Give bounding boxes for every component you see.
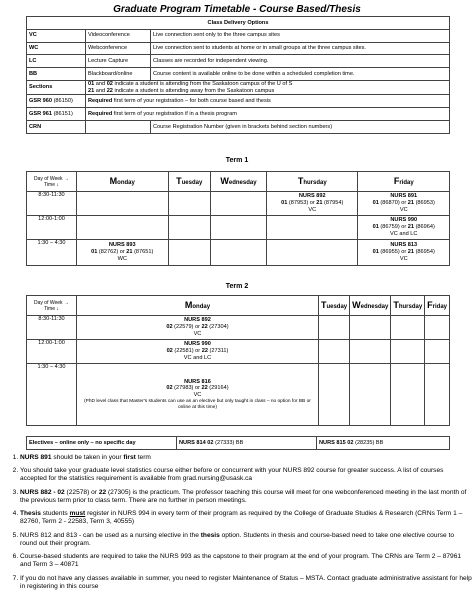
time-slot: 1:30 – 4:30 (27, 240, 77, 266)
course-cell (318, 364, 349, 426)
course-cell (425, 340, 450, 364)
course-cell: NURS 990 02 (22581) or 22 (27311) VC and LC (77, 340, 319, 364)
elective-course-2: NURS 815 02 (28235) BB (317, 437, 450, 450)
delivery-description: Required first term of your registration if in a thesis program (86, 108, 450, 121)
time-slot-row (27, 240, 450, 266)
course-cell: NURS 893 01 (82762) or 21 (87651) WC (77, 240, 169, 266)
course-cell (266, 216, 358, 240)
delivery-code: GSR 961 (86151) (27, 108, 86, 121)
corner-header: Day of Week → Time ↓ (27, 296, 77, 316)
course-cell (425, 364, 450, 426)
note-item: 2. You should take your graduate level statistics course either before or concurrent with your NURS 892 course for greater success. A list of courses accepted for the statistics requirement is available from grad.nursing@usask.ca (20, 467, 472, 483)
delivery-description: Required first term of your registration – for both course based and thesis (86, 95, 450, 108)
note-item: 7. If you do not have any classes available in summer, you need to register Maintenance of Status – MSTA. Contact graduate administrative assistant for help in registering in this course (20, 575, 472, 591)
delivery-row (27, 68, 450, 81)
note-item: 3. NURS 882 - 02 (22578) or 22 (27305) is the practicum. The professor teaching this course will meet for one webconferenced meeting in the last month of the previous term prior to class term. There are no further in person meetings. (20, 489, 472, 505)
day-header: Thursday (266, 172, 358, 192)
delivery-code: GSR 960 (86150) (27, 95, 86, 108)
delivery-option: Webconference (86, 42, 151, 55)
day-header: Monday (77, 296, 319, 316)
delivery-option: Blackboard/online (86, 68, 151, 81)
course-cell (350, 340, 391, 364)
delivery-description: Course content is available online to be done within a scheduled completion time. (151, 68, 450, 81)
course-cell (168, 192, 210, 216)
day-header: Tuesday (168, 172, 210, 192)
course-cell: NURS 892 02 (22579) or 22 (27304) VC (77, 316, 319, 340)
course-cell: NURS 813 01 (86955) or 21 (86954) VC (358, 240, 450, 266)
note-item: 1. NURS 891 should be taken in your first term (20, 454, 472, 462)
term2-label: Term 2 (225, 283, 249, 290)
delivery-row (27, 120, 450, 133)
delivery-code: BB (27, 68, 86, 81)
day-header: Wednesday (210, 172, 266, 192)
delivery-description: Live connection sent only to the three campus sites (151, 29, 450, 42)
course-cell: NURS 891 01 (86870) or 21 (86953) VC (358, 192, 450, 216)
course-cell (266, 240, 358, 266)
course-cell (168, 240, 210, 266)
day-header: Wednesday (350, 296, 391, 316)
time-slot-row (27, 316, 450, 340)
course-cell (350, 316, 391, 340)
day-header: Friday (425, 296, 450, 316)
course-cell (210, 240, 266, 266)
course-cell (425, 316, 450, 340)
delivery-row (27, 108, 450, 121)
course-cell (77, 192, 169, 216)
time-slot-row (27, 340, 450, 364)
course-cell (168, 216, 210, 240)
day-header: Tuesday (318, 296, 349, 316)
note-item: 6. Course-based students are required to take the NURS 993 as the capstone to their program at the end of your program. The CRNs are Term 2 – 87961 and Term 3 – 40871 (20, 553, 472, 569)
time-slot: 8:30-11:30 (27, 192, 77, 216)
delivery-option (86, 120, 151, 133)
course-cell (318, 340, 349, 364)
day-header: Friday (358, 172, 450, 192)
course-cell (318, 316, 349, 340)
page-title: Graduate Program Timetable - Course Based/Thesis (113, 4, 361, 15)
delivery-row (27, 29, 450, 42)
delivery-row (27, 55, 450, 68)
course-cell (210, 216, 266, 240)
corner-header: Day of Week → Time ↓ (27, 172, 77, 192)
delivery-code: LC (27, 55, 86, 68)
delivery-row (27, 95, 450, 108)
time-slot: 1:30 – 4:30 (27, 364, 77, 426)
delivery-option: Lecture Capture (86, 55, 151, 68)
delivery-description: Course Registration Number (given in brackets behind section numbers) (151, 120, 450, 133)
time-slot: 8:30-11:30 (27, 316, 77, 340)
term1-timetable (26, 171, 450, 266)
delivery-options-table (26, 16, 450, 134)
delivery-row (27, 42, 450, 55)
delivery-option: Videoconference (86, 29, 151, 42)
day-header: Monday (77, 172, 169, 192)
electives-label: Electives – online only – no specific day (27, 437, 177, 450)
delivery-code: Sections (27, 80, 86, 94)
time-slot: 12:00-1:00 (27, 216, 77, 240)
course-cell: NURS 892 01 (87953) or 21 (87954) VC (266, 192, 358, 216)
course-cell (391, 364, 425, 426)
time-slot-row (27, 216, 450, 240)
delivery-code: WC (27, 42, 86, 55)
delivery-description: Classes are recorded for independent viewing. (151, 55, 450, 68)
term2-timetable (26, 295, 450, 426)
delivery-header: Class Delivery Options (27, 17, 450, 30)
delivery-code: CRN (27, 120, 86, 133)
elective-course-1: NURS 814 02 (27333) BB (177, 437, 317, 450)
course-cell: NURS 990 01 (86759) or 21 (86964) VC and LC (358, 216, 450, 240)
course-cell (350, 364, 391, 426)
delivery-code: VC (27, 29, 86, 42)
day-header: Thursday (391, 296, 425, 316)
course-cell (210, 192, 266, 216)
course-cell: NURS 816 02 (27983) or 22 (29164) VC (PhD level class that Master's students can use as an elective but only taught in class – no option for BB or online at this time) (77, 364, 319, 426)
electives-table (26, 436, 450, 450)
course-cell (391, 340, 425, 364)
notes-list (4, 454, 472, 596)
delivery-description: Live connection sent to students at home or in small groups at the three campus sites. (151, 42, 450, 55)
note-item: 4. Thesis students must register in NURS 994 in every term of their program as required by the College of Graduate Studies & Research (CRNs Term 1 – 82760, Term 2 - 22583, Term 3, 40555) (20, 510, 472, 526)
course-cell (77, 216, 169, 240)
time-slot: 12:00-1:00 (27, 340, 77, 364)
note-item: 5. NURS 812 and 813 - can be used as a nursing elective in the thesis option. Students in thesis and course-based need to take one elective course to round out their program. (20, 532, 472, 548)
delivery-row (27, 80, 450, 94)
delivery-description: 01 and 02 indicate a student is attending from the Saskatoon campus of the U of S 21 and 22 indicate a student is attending away from the Saskatoon campus (86, 80, 450, 94)
course-cell (391, 316, 425, 340)
time-slot-row (27, 364, 450, 426)
term1-label: Term 1 (225, 157, 249, 164)
time-slot-row (27, 192, 450, 216)
